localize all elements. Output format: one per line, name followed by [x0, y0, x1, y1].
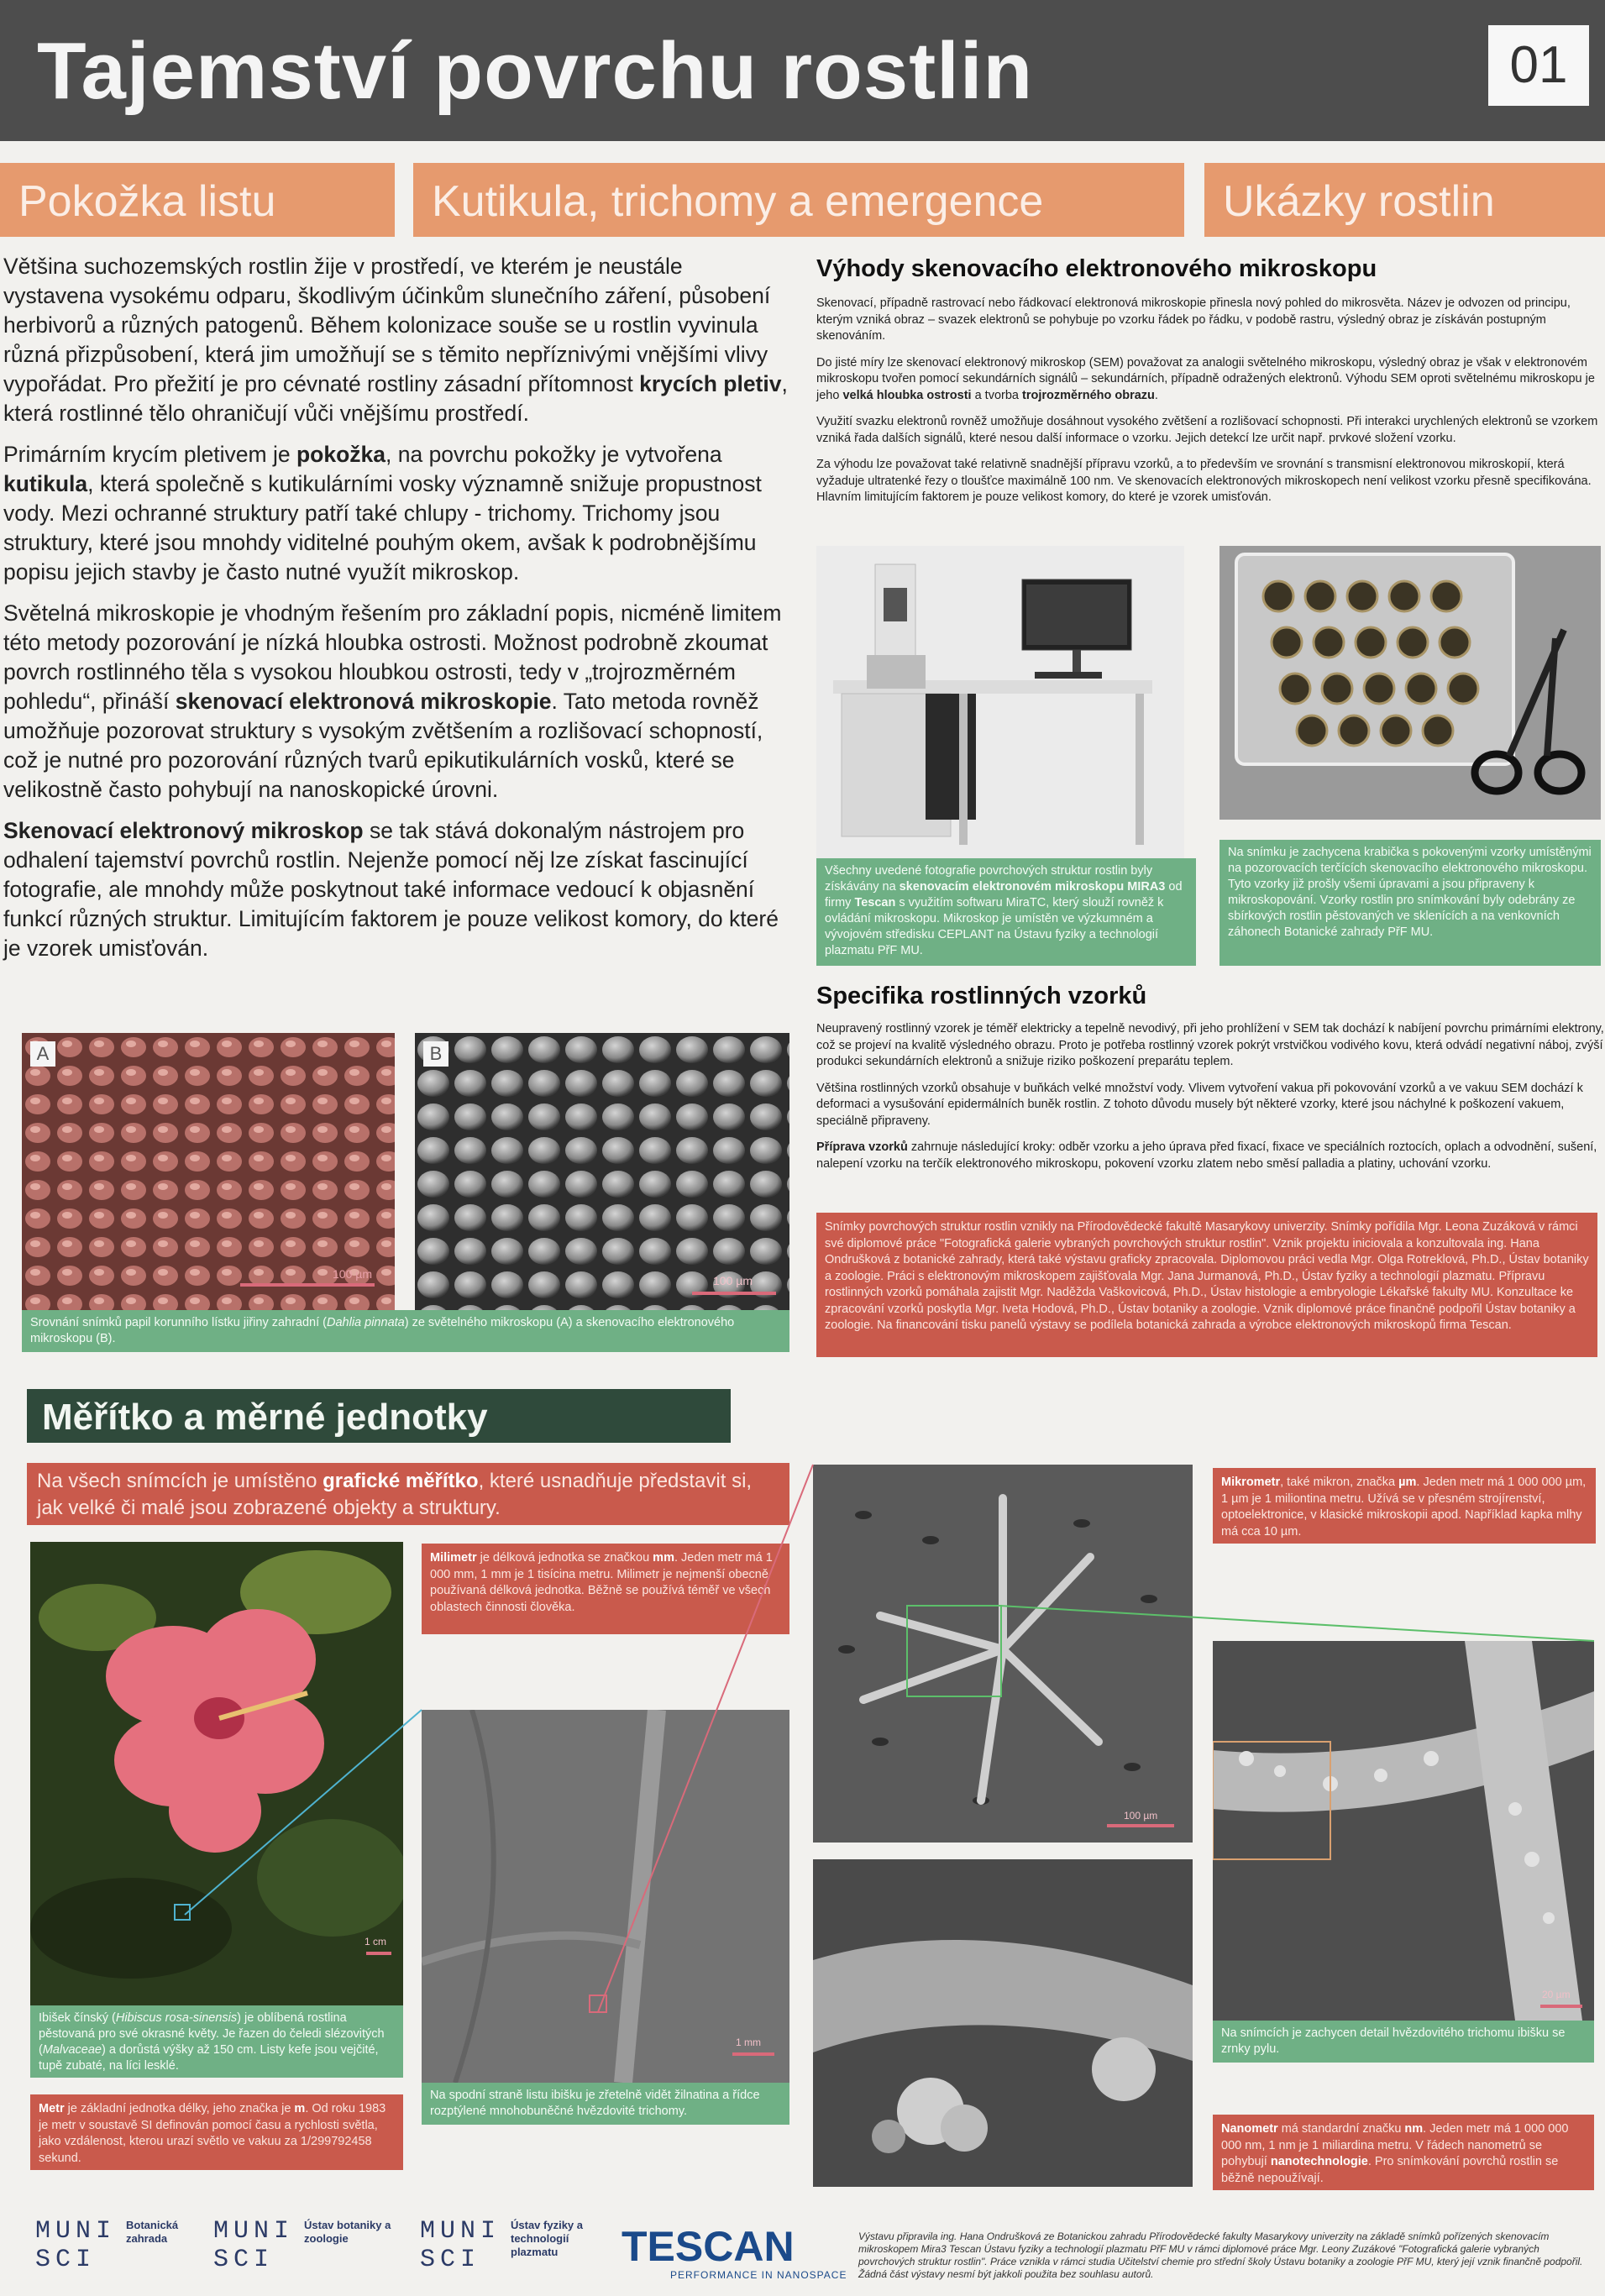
logo-botanical-label: Botanická zahrada [126, 2219, 179, 2245]
svg-text:1 cm: 1 cm [365, 1936, 387, 1947]
logo-muni-botanical: MUNI SCI [35, 2217, 117, 2274]
tab-ukazky-rostlin: Ukázky rostlin [1204, 163, 1605, 237]
caption-sample-box: Na snímku je zachycena krabička s pokovenými vzorky umístěnými na pozorovacích terčících skenovacího elektronového mikroskopu. Tyto vzorky již prošly všemi úpravami a jsou připraveny k mikroskopování. Vzorky rostlin pro snímkování byly odebrány ze sbírkových rostlin pěstovaných ve sklenících a na venkovních záhonech Botanické zahrady PřF MU. [1219, 840, 1601, 966]
tescan-tagline: PERFORMANCE IN NANOSPACE [670, 2269, 847, 2281]
caption-hibiscus: Ibišek čínský (Hibiscus rosa-sinensis) je oblíbená rostlina pěstovaná pro své okrasné květy. Je řazen do čeledi slézovitých (Malvaceae) a dorůstá výšky až 150 cm. Listy kefe jsou vejčité, tupě zubaté, na líci lesklé. [30, 2005, 403, 2078]
caption-hibiscus-leaf: Na spodní straně listu ibišku je zřetelně vidět žilnatina a řídce rozptýlené mnohobuněčné hvězdovité trichomy. [422, 2083, 789, 2125]
tab-pokozka-listu: Pokožka listu [0, 163, 395, 237]
tab-kutikula: Kutikula, trichomy a emergence [413, 163, 1184, 237]
caption-photos-ab: Srovnání snímků papil korunního lístku jiřiny zahradní (Dahlia pinnata) ze světelného mikroskopu (A) a skenovacího elektronového mikroskopu (B). [22, 1310, 789, 1352]
heading-scale-units: Měřítko a měrné jednotky [27, 1389, 731, 1443]
intro-paragraph: Primárním krycím pletivem je pokožka, na povrchu pokožky je vytvořena kutikula, která společně s kutikulárními vosky významně snižuje propustnost vody. Mezi ochranné struktury patří také chlupy - trichomy. Trichomy jsou struktury, které jsou mnohdy viditelné pouhým okem, avšak k podrobnějšímu popisu jejich stavby je často nutné využít mikroskop. [3, 442, 762, 584]
intro-paragraph: Skenovací elektronový mikroskop se tak stává dokonalým nástrojem pro odhalení tajemství povrchů rostlin. Nejenže pomocí něj lze získat fascinující fotografie, ale mnohdy může poskytnout také informace vedoucí k objasnění funkcí různých struktur. Limitujícím faktorem je pouze velikost komory, do které je vzorek umisťován. [3, 818, 779, 961]
intro-paragraph: Světelná mikroskopie je vhodným řešením pro základní popis, nicméně limitem této metody pozorování je nízká hloubka ostrosti. Možnost podrobně zkoumat povrch rostlinného těla s vysokou hloubkou ostrosti, tedy v „trojrozměrném pohledu“, přináší skenovací elektronová mikroskopie. Tato metoda rovněž umožňuje pozorovat struktury s vysokým zvětšením a rozlišovací schopností, což je nutné pro pozorování různých tvarů epikutikulárních vosků, které se velikostně často pohybují na nanoskopické úrovni. [3, 600, 782, 802]
heading-sem-advantages: Výhody skenovacího elektronového mikroskopu [816, 255, 1377, 282]
svg-text:1 mm: 1 mm [736, 2037, 761, 2048]
specifics-text: Neupravený rostlinný vzorek je téměř elektricky a tepelně nevodivý, při jeho prohlížení v SEM tak dochází k nabíjení povrchu primárními elektrony, což se projeví na kvalitě výsledného obrazu. Proto je potřeba rostlinný vzorek pokrýt vrstvičkou vodivého kovu, která odvádí negativní náboj, zvýší produkci sekundárních elektronů a snižuje riziko poškození preparátu teplem. Většina rostlinných vzorků obsahuje v buňkách velké množství vody. Vlivem vytvoření vakua při pokovování vzorků a ve vakuu SEM dochází k deformaci a vysušování epidermálních buněk rostlin. Z tohoto důvodu musely být některé vzorky, které jsou náchylné k poškození vakuem, speciálně připraveny. Příprava vzorků zahrnuje následující kroky: odběr vzorku a jeho úprava před fixací, fixace ve speciálních roztocích, oplach a odvodnění, sušení, nalepení vzorku na terčík elektronového mikroskopu, pokovení vzorku zlatem nebo směsí palladia a platiny, uchování vzorku. [816, 1022, 1604, 1171]
heading-specifics: Specifika rostlinných vzorků [816, 983, 1147, 1009]
logo-plasma-label: Ústav fyziky a technologií plazmatu [511, 2219, 583, 2258]
logo-muni-plasma: MUNI SCI [420, 2217, 501, 2274]
scale-intro: Na všech snímcích je umístěno grafické měřítko, které usnadňuje představit si, jak velké či malé jsou zobrazené objekty a struktury. [27, 1463, 789, 1525]
caption-trichome-detail: Na snímcích je zachycen detail hvězdovitého trichomu ibišku se zrnky pylu. [1213, 2021, 1594, 2063]
caption-sem-microscope: Všechny uvedené fotografie povrchových struktur rostlin byly získávány na skenovacím elektronovém mikroskopu MIRA3 od firmy Tescan s využitím softwaru MiraTC, který slouží rovněž k ovládání mikroskopu. Mikroskop je umístěn ve výzkumném a vývojovém středisku CEPLANT na Ústavu fyziky a technologií plazmatu PřF MU. [816, 858, 1196, 966]
svg-text:100 µm: 100 µm [713, 1274, 753, 1287]
logo-zoology-label: Ústav botaniky a zoologie [304, 2219, 391, 2245]
poster-title: Tajemství povrchu rostlin [37, 26, 1034, 116]
photo-label-b: B [423, 1041, 448, 1067]
footer-text: Výstavu připravila ing. Hana Ondrušková ze Botanickou zahradu Přírodovědecké fakulty Masarykovy univerzity na základě snímků pořízených skenovacím mikroskopem Mira3 Tescan Ústavu fyziky a technologií plazmatu PřF MU v rámci diplomové práce Mgr. Leony Zuzákové "Fotografická galerie vybraných povrchových struktur rostlin". Práce vznikla v rámci studia Učitelství chemie pro střední školy Ústavu botaniky a zoologie PřF MU, který její vznik finančně podpořil. Žádná část výstavy nesmí být jakkoli použita bez souhlasu autorů. [858, 2230, 1583, 2280]
photo-label-a: A [30, 1041, 55, 1067]
definition-millimeter: Milimetr je délková jednotka se značkou mm. Jeden metr má 1 000 mm, 1 mm je 1 tisícina metru. Milimetr je nejmenší obecně používaná délková jednotka. Běžně se používá téměř ve všech oblastech činnosti člověka. [422, 1544, 789, 1634]
svg-text:20 µm: 20 µm [1542, 1989, 1571, 2000]
definition-micrometer: Mikrometr, také mikron, značka µm. Jeden metr má 1 000 000 µm, 1 µm je 1 miliontina metru. Užívá se v přesném strojírenství, optoelektronice, v klasické mikroskopii apod. Například kapka mlhy má cca 10 µm. [1213, 1468, 1596, 1544]
panel-number: 01 [1488, 25, 1589, 106]
intro-paragraph: Většina suchozemských rostlin žije v prostředí, ve kterém je neustále vystavena vysokému odparu, škodlivým účinkům slunečního záření, působení herbivorů a různých patogenů. Během kolonizace souše se u rostlin vyvinula různá přizpůsobení, která jim umožňují se s těmito nepříznivými vnějšími vlivy vypořádat. Pro přežití je pro cévnaté rostliny zásadní přítomnost krycích pletiv, která rostlinné tělo ohraničují vůči vnějšímu prostředí. [3, 254, 788, 426]
definition-meter: Metr je základní jednotka délky, jeho značka je m. Od roku 1983 je metr v soustavě SI definován pomocí času a rychlosti světla, jako vzdálenost, kterou urazí světlo ve vakuu za 1/299792458 sekund. [30, 2094, 403, 2170]
logo-muni-zoology: MUNI SCI [213, 2217, 295, 2274]
svg-text:100 µm: 100 µm [333, 1267, 372, 1281]
logo-tescan: TESCAN [622, 2223, 795, 2270]
sem-advantages-text: Skenovací, případně rastrovací nebo řádkovací elektronová mikroskopie přinesla nový pohled do mikrosvěta. Název je odvozen od principu, kterým vzniká obraz – svazek elektronů se pohybuje po vzorku řádek po řádku, v podobě rastru, výsledný obraz je získáván postupným skenováním. Do jisté míry lze skenovací elektronový mikroskop (SEM) považovat za analogii světelného mikroskopu, výsledný obraz je však v elektronovém mikroskopu tvořen pomocí sekundárních signálů – sekundárních, případně odražených elektronů. Výhodu SEM oproti světelnému mikroskopu je jeho velká hloubka ostrosti a tvorba trojrozměrného obrazu. Využití svazku elektronů rovněž umožňuje dosáhnout vysokého zvětšení a rozlišovací schopnosti. Při interakci urychlených elektronů se vzorkem vzniká řada dalších signálů, které nesou další informace o vzorku. Jejich detekcí lze určit např. prvkové složení vzorku. Za výhodu lze považovat také relativně snadnější přípravu vzorků, a to především ve srovnání s transmisní elektronovou mikroskopií, která vyžaduje ultratenké řezy o tloušťce maximálně 100 nm. Ve skenovacích elektronových mikroskopech není velikost vzorku přesně specifikována. Hlavním limitujícím faktorem je pouze velikost komory, do které je vzorek umisťován. [816, 296, 1598, 504]
credits-box: Snímky povrchových struktur rostlin vznikly na Přírodovědecké fakultě Masarykovy univerzity. Snímky pořídila Mgr. Leona Zuzáková v rámci své diplomové práce "Fotografická galerie vybraných povrchových struktur rostlin". Vznik projektu iniciovala a konzultovala ing. Hana Ondrušková z botanické zahrady, která také výstavu graficky zpracovala. Diplomovou práci vedla Mgr. Olga Rotreklová, Ph.D., Ústav botaniky a zoologie. Práci s elektronovým mikroskopem zajišťovala Mgr. Jana Jurmanová, Ph.D., Ústav fyziky a technologií plazmatu. Přípravu rostlinných vzorků pomáhala zajistit Mgr. Naděžda Vaškovicová, Ph.D., Ústav histologie a embryologie Lékařské fakulty MU. Konzultace ke zpracování vzorků poskytla Mgr. Iveta Hodová, Ph.D., Ústav botaniky a zoologie. Vznik diplomové práce finančně podpořil Ústav botaniky a zoologie. Na financování tisku panelů výstavy se podílela botanická zahrada a výrobce elektronových mikroskopů firma Tescan. [816, 1213, 1597, 1357]
svg-text:100 µm: 100 µm [1124, 1810, 1158, 1822]
definition-nanometer: Nanometr má standardní značku nm. Jeden metr má 1 000 000 000 nm, 1 nm je 1 miliardina metru. V řádech nanometrů se pohybují nanotechnologie. Pro snímkování povrchů rostlin se běžně nepoužívají. [1213, 2115, 1594, 2190]
